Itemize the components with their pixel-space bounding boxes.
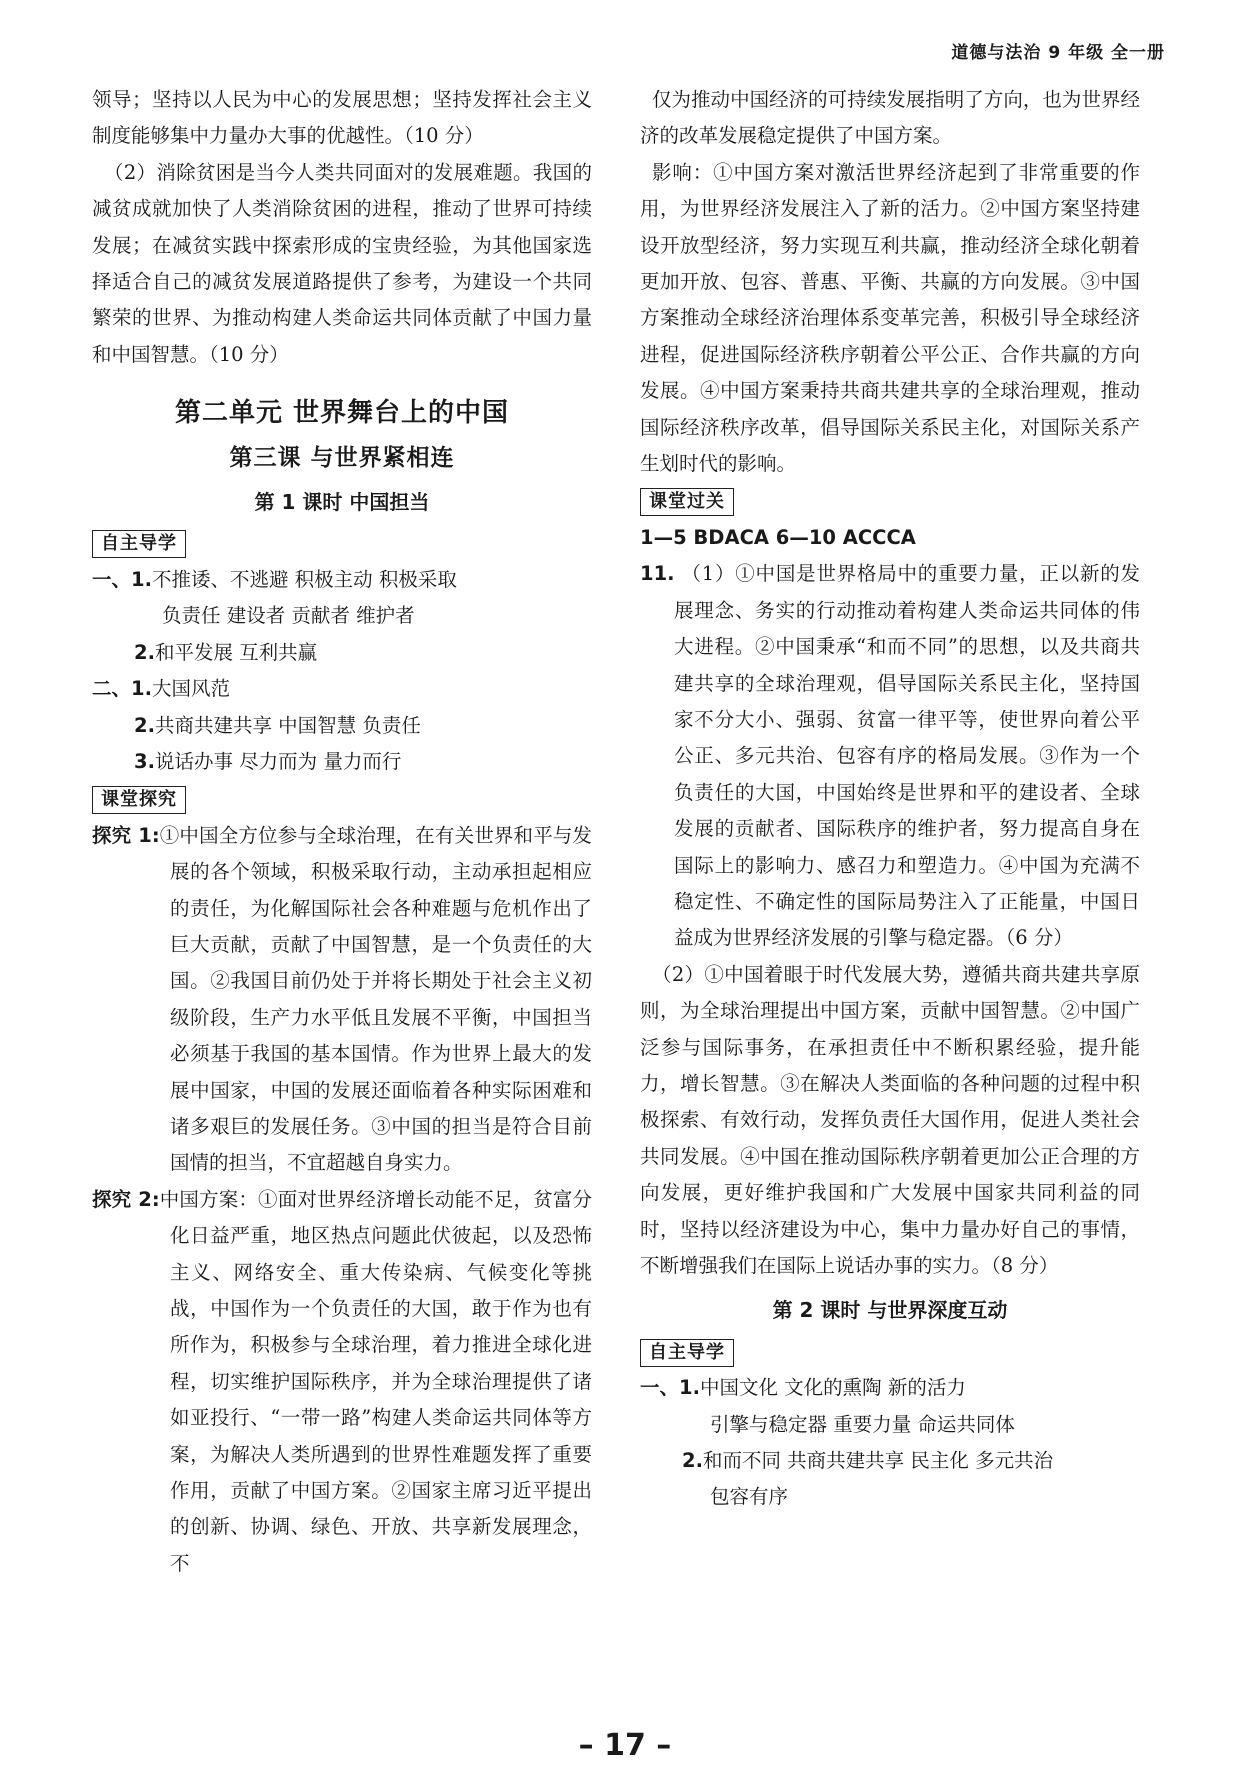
answer-item: 3.说话办事 尽力而为 量力而行	[134, 749, 402, 773]
answer-item: 二、1.大国风范	[92, 677, 230, 701]
page-header: 道德与法治 9 年级 全一册	[951, 43, 1165, 63]
section-label-zizhu-2: 自主导学	[640, 1339, 734, 1367]
page-number: – 17 –	[578, 1728, 672, 1763]
question-11-part-2: （2）①中国着眼于时代发展大势，遵循共商共建共享原则，为全球治理提出中国方案，贡献中国智慧。②中国广泛参与国际事务，在承担责任中不断积累经验，提升能力，增长智慧。③在解决人类面临的各种问题的过程中积极探索、有效行动，发挥负责任大国作用，促进人类社会共同发展。④中国在推动国际秩序朝着更加公正合理的方向发展，更好维护我国和广大发展中国家共同利益的同时，坚持以经济建设为中心，集中力量办好自己的事情，不断增强我们在国际上说话办事的实力。（8 分）	[640, 962, 1140, 1277]
section-label-guoguan: 课堂过关	[640, 488, 734, 516]
explore-2: 探究 2:中国方案：①面对世界经济增长动能不足，贫富分化日益严重，地区热点问题此伏彼起，以及恐怖主义、网络安全、重大传染病、气候变化等挑战，中国作为一个负责任的大国，敢于作为也有所作为，积极参与全球治理，着力推进全球化进程，切实维护国际秩序，并为全球治理提供了诸如亚投行、“一带一路”构建人类命运共同体等方案，为解决人类所遇到的世界性难题发挥了重要作用，贡献了中国方案。②国家主席习近平提出的创新、协调、绿色、开放、共享新发展理念，不	[92, 1187, 592, 1575]
question-11: 11. （1）①中国是世界格局中的重要力量，正以新的发展理念、务实的行动推动着构建人类命运共同体的伟大进程。②中国秉承“和而不同”的思想，以及共商共建共享的全球治理观，倡导国际关系民主化，坚持国家不分大小、强弱、贫富一律平等，使世界向着公平公正、多元共治、包容有序的格局发展。③作为一个负责任的大国，中国始终是世界和平的建设者、全球发展的贡献者、国际秩序的维护者，努力提高自身在国际上的影响力、感召力和塑造力。④中国为充满不稳定性、不确定性的国际局势注入了正能量，中国日益成为世界经济发展的引擎与稳定器。（6 分）	[640, 562, 1140, 950]
answer-item: 2.共商共建共享 中国智慧 负责任	[134, 713, 421, 737]
answer-item: 一、1.中国文化 文化的熏陶 新的活力	[640, 1376, 966, 1400]
answer-item: 一、1.不推诿、不逃避 积极主动 积极采取	[92, 567, 457, 591]
unit-title: 第二单元 世界舞台上的中国	[174, 398, 510, 429]
answer-item-continued: 负责任 建设者 贡献者 维护者	[162, 604, 415, 628]
answer-item: 2.和平发展 互利共赢	[134, 640, 318, 664]
explore-1: 探究 1:①中国全方位参与全球治理，在有关世界和平与发展的各个领域，积极采取行动，主动承担起相应的责任，为化解国际社会各种难题与危机作出了巨大贡献，贡献了中国智慧，是一个负责任的大国。②我国目前仍处于并将长期处于社会主义初级阶段，生产力水平低且发展不平衡，中国担当必须基于我国的基本国情。作为世界上最大的发展中国家，中国的发展还面临着各种实际困难和诸多艰巨的发展任务。③中国的担当是符合目前国情的担当，不宜超越自身实力。	[92, 823, 592, 1175]
section-label-zizhu: 自主导学	[92, 530, 186, 558]
section-label-tanjiu: 课堂探究	[92, 786, 186, 814]
paragraph-continued: 领导；坚持以人民为中心的发展思想；坚持发挥社会主义制度能够集中力量办大事的优越性。（10 分）	[92, 88, 592, 148]
lesson-title: 第三课 与世界紧相连	[229, 444, 455, 471]
paragraph-influence: 影响：①中国方案对激活世界经济起到了非常重要的作用，为世界经济发展注入了新的活力。②中国方案坚持建设开放型经济，努力实现互利共赢，推动经济全球化朝着更加开放、包容、普惠、平衡、共赢的方向发展。③中国方案推动全球经济治理体系变革完善，积极引导全球经济进程，促进国际经济秩序朝着公平公正、合作共赢的方向发展。④中国方案秉持共商共建共享的全球治理观，推动国际经济秩序改革，倡导国际关系民主化，对国际关系产生划时代的影响。	[640, 160, 1140, 476]
right-column	[640, 82, 1140, 1516]
answer-item-continued: 引擎与稳定器 重要力量 命运共同体	[710, 1412, 1015, 1436]
paragraph-continued: 仅为推动中国经济的可持续发展指明了方向，也为世界经济的改革发展稳定提供了中国方案。	[640, 88, 1140, 148]
answer-item: 2.和而不同 共商共建共享 民主化 多元共治	[682, 1449, 1054, 1473]
left-column	[92, 82, 592, 1582]
answer-item-continued: 包容有序	[710, 1485, 789, 1509]
choice-answers: 1—5 BDACA 6—10 ACCCA	[640, 525, 916, 549]
paragraph-answer-2: （2）消除贫困是当今人类共同面对的发展难题。我国的减贫成就加快了人类消除贫困的进程，推动了世界可持续发展；在减贫实践中探索形成的宝贵经验，为其他国家选择适合自己的减贫发展道路提供了参考，为建设一个共同繁荣的世界、为推动构建人类命运共同体贡献了中国力量和中国智慧。（10 分）	[92, 160, 592, 366]
period-title: 第 1 课时 中国担当	[254, 490, 430, 515]
period-2-title: 第 2 课时 与世界深度互动	[772, 1298, 1008, 1323]
